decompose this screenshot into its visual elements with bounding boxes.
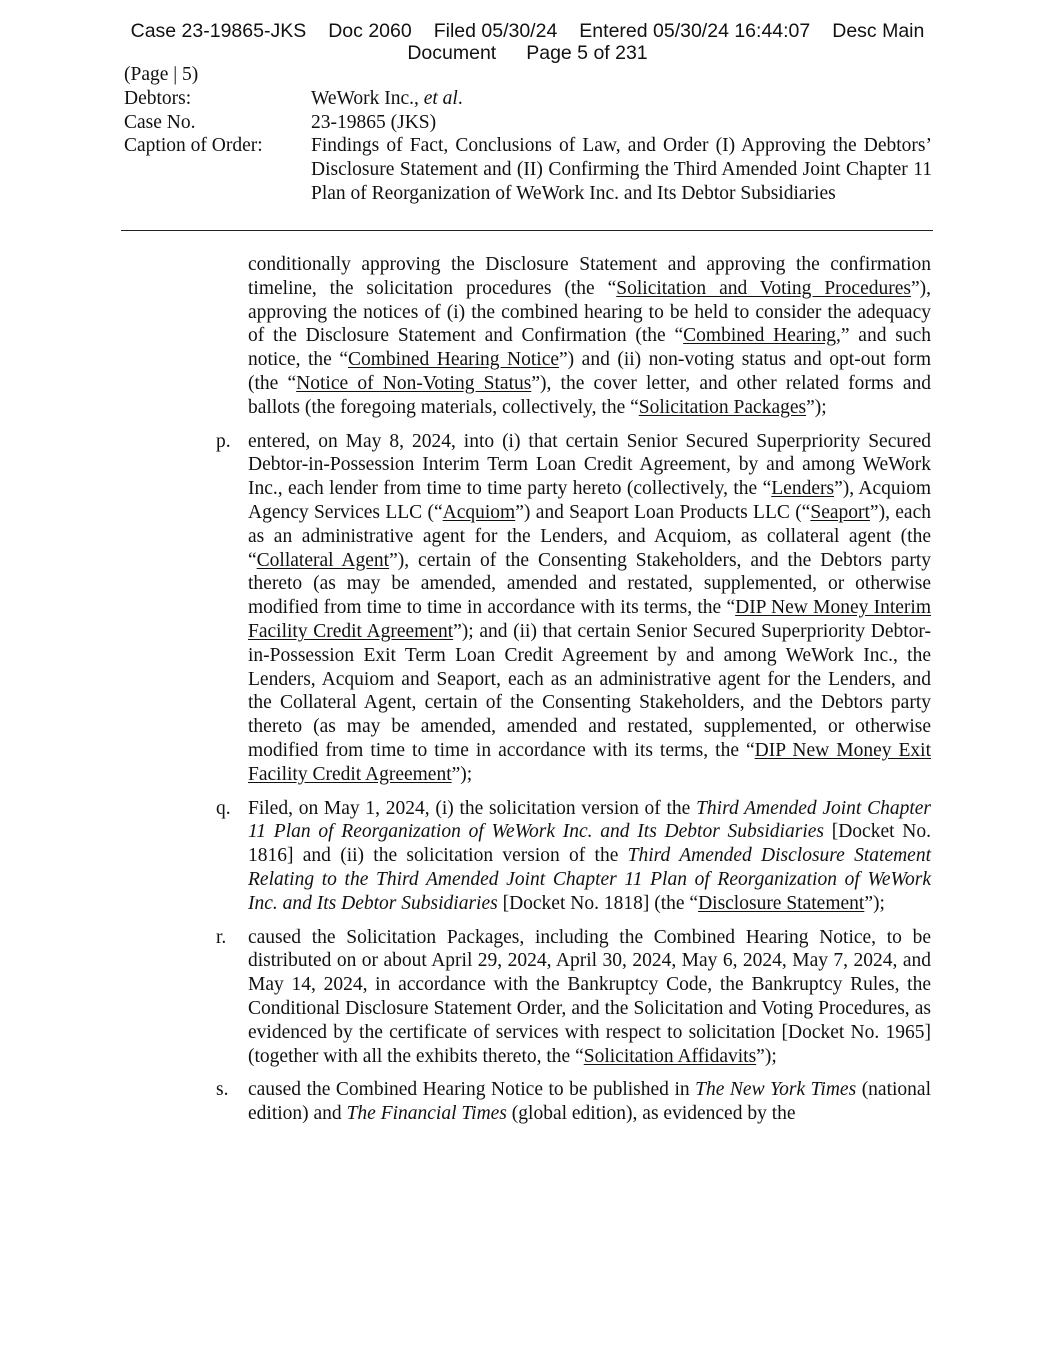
case-no-value: 23-19865 (JKS)	[311, 111, 437, 133]
doc-number-stamp: Doc 2060	[328, 20, 412, 42]
caption-page-row	[124, 63, 932, 87]
list-item-text: entered, on May 8, 2024, into (i) that certain Senior Secured Superpriority Secured Debtor-in-Possession Interim Term Loan Credit Agreement, by and among WeWork Inc., each lender from time to time party hereto (collectively, the “Lenders”), Acquiom Agency Services LLC (“Acquiom”) and Seaport Loan Products LLC (“Seaport”), each as an administrative agent for the Lenders, and Acquiom, as collateral agent (the “Collateral Agent”), certain of the Consenting Stakeholders, and the Debtors party thereto (as may be amended, amended and restated, supplemented, or otherwise modified from time to time in accordance with its terms, the “DIP New Money Interim Facility Credit Agreement”); and (ii) that certain Senior Secured Superpriority Debtor-in-Possession Exit Term Loan Credit Agreement by and among WeWork Inc., the Lenders, Acquiom and Seaport, each as an administrative agent for the Lenders, and the Collateral Agent, certain of the Consenting Stakeholders, and the Debtors party thereto (as may be amended, amended and restated, supplemented, or otherwise modified from time to time in accordance with its terms, the “DIP New Money Exit Facility Credit Agreement”);	[248, 430, 932, 785]
continued-paragraph: conditionally approving the Disclosure Statement and approving the confirmation timeline, the solicitation procedures (the “Solicitation and Voting Procedures”), approving the notices of (i) the combined hearing to be held to consider the adequacy of the Disclosure Statement and Confirmation (the “Combined Hearing,” and such notice, the “Combined Hearing Notice”) and (ii) non-voting status and opt-out form (the “Notice of Non-Voting Status”), the cover letter, and other related forms and ballots (the foregoing materials, collectively, the “Solicitation Packages”);	[248, 254, 932, 418]
list-item-s	[216, 1078, 931, 1126]
defined-term: Solicitation Packages	[638, 396, 807, 418]
caption-case-row	[124, 111, 932, 135]
list-marker: s.	[216, 1079, 229, 1101]
document-body	[216, 253, 932, 1126]
list-marker: p.	[216, 430, 231, 452]
list-item-text: caused the Solicitation Packages, including the Combined Hearing Notice, to be distributed on or about April 29, 2024, April 30, 2024, May 6, 2024, May 7, 2024, and May 14, 2024, in accordance with the Bankruptcy Code, the Bankruptcy Rules, the Conditional Disclosure Statement Order, and the Solicitation and Voting Procedures, as evidenced by the certificate of services with respect to solicitation [Docket No. 1965] (together with all the exhibits thereto, the “Solicitation Affidavits”);	[248, 926, 931, 1067]
list-item-q	[216, 797, 932, 916]
publication-title: The New York Times	[695, 1079, 857, 1101]
debtors-value: WeWork Inc., et al.	[311, 87, 463, 109]
list-marker: q.	[216, 797, 231, 819]
debtors-label: Debtors:	[124, 87, 192, 109]
filed-date-stamp: Filed 05/30/24	[433, 20, 558, 42]
document-title: Third Amended Disclosure Statement Relating to the Third Amended Joint Chapter 11 Plan of Reorganization of WeWork Inc. and Its Debtor Subsidiaries	[248, 845, 932, 914]
stamp-line-1	[0, 20, 1055, 42]
defined-term: DIP New Money Exit Facility Credit Agreement	[248, 739, 931, 785]
defined-term: Disclosure Statement	[698, 892, 865, 914]
caption-of-order-value: Findings of Fact, Conclusions of Law, and Order (I) Approving the Debtors’ Disclosure Statement and (II) Confirming the Third Amended Joint Chapter 11 Plan of Reorganization of WeWork Inc. and Its Debtor Subsidiaries	[311, 135, 932, 204]
ecf-header-stamp	[0, 20, 1055, 64]
page-count-stamp: Page 5 of 231	[526, 42, 648, 64]
list-item-text: Filed, on May 1, 2024, (i) the solicitation version of the Third Amended Joint Chapter 11 Plan of Reorganization of WeWork Inc. and Its Debtor Subsidiaries [Docket No. 1816] and (ii) the solicitation version of the Third Amended Disclosure Statement Relating to the Third Amended Joint Chapter 11 Plan of Reorganization of WeWork Inc. and Its Debtor Subsidiaries [Docket No. 1818] (the “Disclosure Statement”);	[248, 797, 932, 914]
defined-term: Solicitation Affidavits	[583, 1045, 757, 1067]
defined-term: Seaport	[810, 501, 870, 523]
caption-debtors-row	[124, 87, 932, 111]
defined-term: Notice of Non-Voting Status	[296, 372, 532, 394]
defined-term: Combined Hearing Notice	[348, 349, 560, 371]
list-item-r	[216, 926, 931, 1069]
defined-term: Solicitation and Voting Procedures	[616, 277, 911, 299]
publication-title: The Financial Times	[346, 1103, 507, 1125]
desc-stamp: Desc Main	[832, 20, 925, 42]
defined-term: Acquiom	[442, 501, 516, 523]
caption-divider	[121, 230, 933, 231]
list-marker: r.	[216, 926, 227, 948]
list-item-p	[216, 430, 932, 787]
case-caption	[124, 63, 932, 206]
entered-date-stamp: Entered 05/30/24 16:44:07	[579, 20, 811, 42]
document-title: Third Amended Joint Chapter 11 Plan of Reorganization of WeWork Inc. and Its Debtor Subsidiaries	[248, 797, 931, 843]
defined-term: Collateral Agent	[256, 549, 390, 571]
document-label-stamp: Document	[407, 42, 497, 64]
list-item-text: caused the Combined Hearing Notice to be published in The New York Times (national edition) and The Financial Times (global edition), as evidenced by the	[248, 1079, 931, 1125]
case-no-label: Case No.	[124, 111, 196, 133]
defined-term: Combined Hearing	[683, 325, 836, 347]
defined-term: Lenders	[771, 478, 835, 500]
defined-term: DIP New Money Interim Facility Credit Agreement	[248, 597, 932, 642]
case-number-stamp: Case 23-19865-JKS	[130, 20, 307, 42]
caption-order-row	[124, 134, 932, 205]
page-reference: (Page | 5)	[124, 64, 199, 85]
caption-of-order-label: Caption of Order:	[124, 135, 263, 157]
stamp-line-2	[0, 42, 1055, 64]
